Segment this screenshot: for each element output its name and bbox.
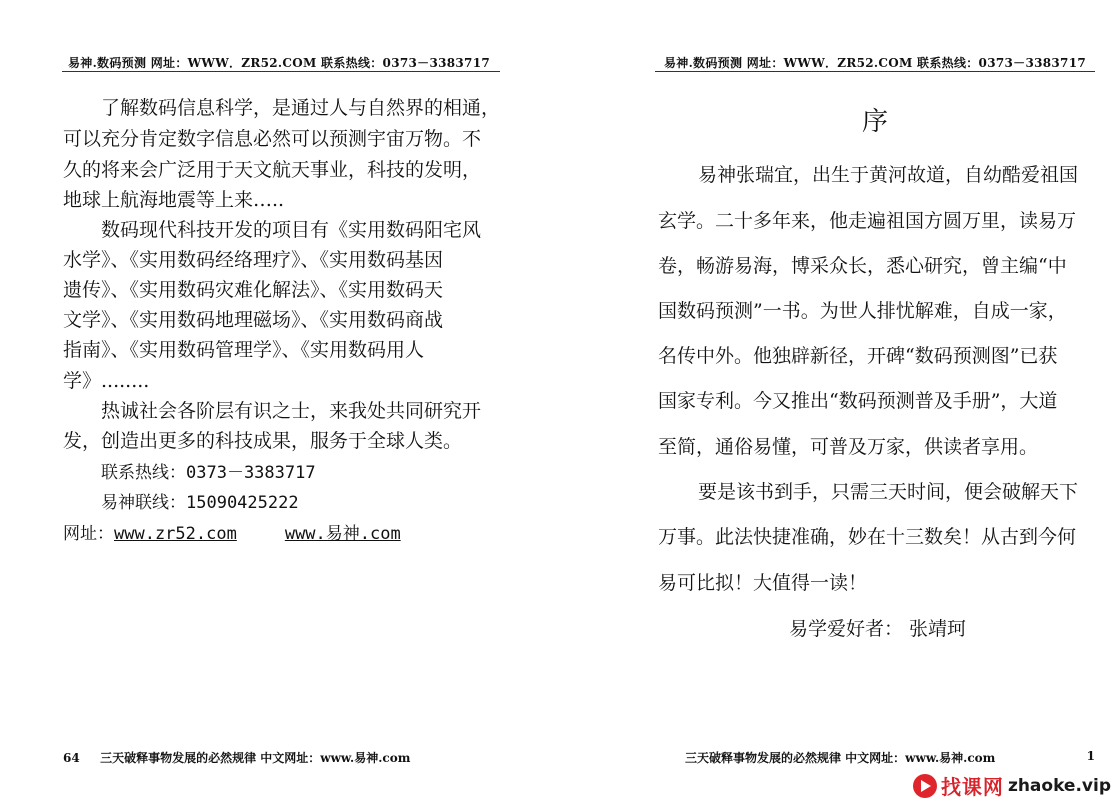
watermark-brand: 找课网 (940, 775, 1004, 799)
paragraph-line: 指南》、《实用数码管理学》、《实用数码用人 (63, 339, 425, 361)
paragraph-line: 玄学。二十多年来，他走遍祖国方圆万里，读易万 (658, 210, 1077, 232)
paragraph-line: 至简，通俗易懂，可普及万家，供读者享用。 (658, 436, 1039, 458)
paragraph-line: 遗传》、《实用数码灾难化解法》、《实用数码天 (63, 279, 444, 301)
paragraph-line: 可以充分肯定数字信息必然可以预测宇宙万物。不 (63, 128, 482, 150)
signature: 易学爱好者： 张靖珂 (789, 618, 967, 640)
paragraph-line: 水学》、《实用数码经络理疗》、《实用数码基因 (63, 249, 444, 271)
paragraph-line: 学》........ (63, 370, 150, 392)
paragraph-line: 国家专利。今又推出“数码预测普及手册”，大道 (658, 390, 1058, 412)
footer-text: 三天破释事物发展的必然规律 中文网址：www.易神.com (685, 751, 996, 765)
paragraph-line: 名传中外。他独辟新径，开碑“数码预测图”已获 (658, 345, 1058, 367)
paragraph-line: 国数码预测”一书。为世人排忧解难，自成一家， (658, 300, 1067, 322)
paragraph-line: 要是该书到手，只需三天时间，便会破解天下 (698, 481, 1079, 503)
page-title: 序 (861, 107, 888, 137)
page-number: 1 (1086, 749, 1095, 763)
watermark-domain: zhaoke.vip (1007, 775, 1111, 796)
paragraph-line: 易神张瑞宜，出生于黄河故道，自幼酷爱祖国 (698, 164, 1079, 186)
paragraph-line: 久的将来会广泛用于天文航天事业，科技的发明， (63, 159, 482, 181)
paragraph-line: 地球上航海地震等上来….. (63, 189, 285, 211)
watermark (913, 771, 1111, 800)
paragraph-line: 发，创造出更多的科技成果，服务于全球人类。 (63, 430, 463, 452)
footer-text: 三天破释事物发展的必然规律 中文网址：www.易神.com (100, 751, 411, 765)
paragraph-line: 热诚社会各阶层有识之士，来我处共同研究开 (101, 400, 482, 422)
contact-hotline: 联系热线：0373－3383717 (101, 463, 316, 483)
header-divider (655, 71, 1095, 72)
header-divider (62, 71, 500, 72)
page-footer (685, 749, 1095, 766)
website-line (63, 519, 401, 544)
page-footer (63, 749, 410, 766)
paragraph-line: 文学》、《实用数码地理磁场》、《实用数码商战 (63, 309, 444, 331)
paragraph-line: 万事。此法快捷准确，妙在十三数矣！从古到今何 (658, 526, 1077, 548)
play-circle-icon (913, 774, 937, 798)
website-link-yishen[interactable]: www.易神.com (284, 524, 401, 544)
page-header: 易神.数码预测 网址：WWW．ZR52.COM 联系热线：0373－3383717 (67, 56, 490, 70)
left-page (0, 0, 558, 806)
paragraph-line: 了解数码信息科学，是通过人与自然界的相通， (101, 97, 501, 119)
contact-yishen: 易神联线：15090425222 (101, 493, 299, 513)
right-page (559, 0, 1117, 806)
page-header: 易神.数码预测 网址：WWW．ZR52.COM 联系热线：0373－3383717 (663, 56, 1086, 70)
paragraph-line: 易可比拟！大值得一读！ (658, 572, 868, 594)
paragraph-line: 卷，畅游易海，博采众长，悉心研究，曾主编“中 (658, 255, 1067, 277)
website-label: 网址： (63, 524, 114, 544)
website-link-zr52[interactable]: www.zr52.com (114, 524, 237, 544)
page-number: 64 (63, 751, 80, 765)
paragraph-line: 数码现代科技开发的项目有《实用数码阳宅风 (101, 219, 482, 241)
